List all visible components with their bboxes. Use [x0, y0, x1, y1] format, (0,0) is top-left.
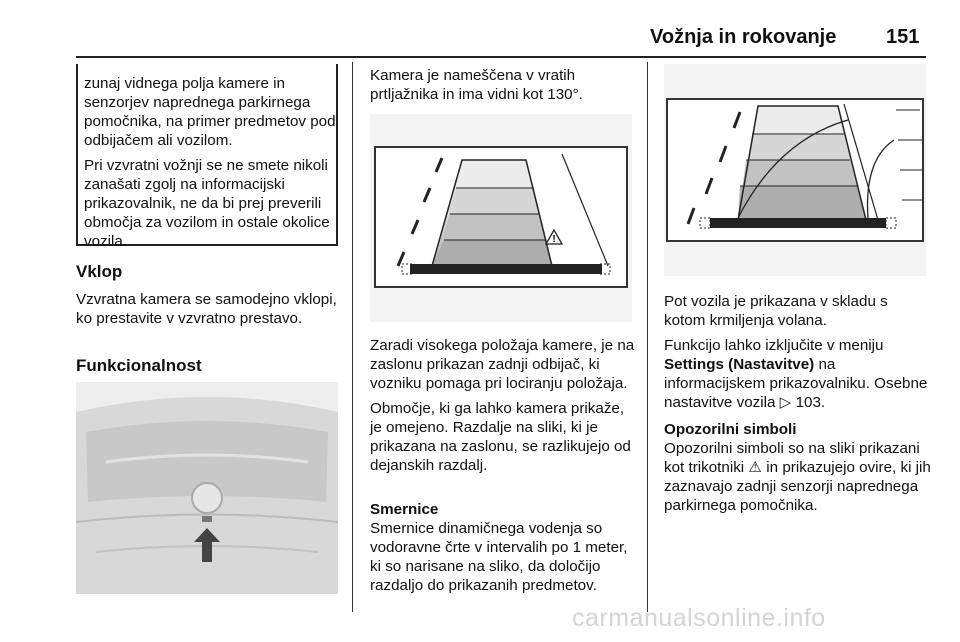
paragraph-settings [664, 336, 930, 412]
warning-symbols-text-a: Opozorilni simboli so na sliki prikazani kot trikotniki [664, 440, 920, 476]
column-3-text [664, 292, 930, 418]
settings-menu-label: Settings (Nastavitve) [664, 356, 815, 373]
heading-funkcionalnost: Funkcionalnost [76, 356, 202, 375]
tailgate-svg [76, 382, 338, 594]
heading-smernice: Smernice [370, 501, 439, 518]
paragraph-camera-angle: Kamera je nameščena v vratih prtljažnika in ima vidni kot 130°. [370, 67, 583, 103]
bumper-bar [410, 264, 602, 274]
paragraph-opozorilni [664, 439, 934, 515]
page-reference-number: 103. [795, 394, 826, 411]
paragraph-bumper: Zaradi visokega položaja kamere, je na zaslonu prikazan zadnji odbijač, ki vozniku pomaga pri lociranju položaja. [370, 337, 635, 392]
tailgate-camera-illustration [76, 382, 338, 594]
paragraph-path: Pot vozila je prikazana v skladu s kotom krmiljenja volana. [664, 293, 888, 329]
page-number: 151 [886, 26, 920, 48]
settings-text-c: na informacijskem prikazovalniku. Osebne nastavitve vozila [664, 356, 928, 411]
page-reference-icon: ▷ [779, 394, 792, 411]
brand-emblem-icon [192, 483, 222, 513]
warning-paragraph-1: zunaj vidnega polja kamere in senzorjev naprednega parkirnega pomočnika, na primer predmetov pod odbijačem ali vozilom. [84, 75, 336, 149]
bumper-sensor-right-dynamic [886, 218, 896, 228]
display-view-svg [376, 148, 626, 286]
heading-vklop: Vklop [76, 262, 123, 281]
dynamic-view-svg [668, 100, 922, 240]
warning-triangle-symbol-icon: ⚠ [748, 459, 763, 476]
camera-lens-icon [202, 516, 212, 522]
heading-opozorilni-simboli: Opozorilni simboli [664, 421, 797, 438]
warning-symbols-text-b: in prikazujejo ovire, ki jih zaznavajo zadnji senzorji naprednega parkirnega pomočnika. [664, 459, 931, 514]
camera-display-illustration [370, 114, 632, 322]
display-screen [374, 146, 628, 288]
column-divider-right [647, 62, 648, 612]
warning-paragraph-2: Pri vzvratni vožnji se ne smete nikoli zanašati zgolj na informacijski prikazovalnik, ne da bi prej preverili območja za vozilom in ostale okolice vozila. [84, 157, 330, 250]
paragraph-vklop: Vzvratna kamera se samodejno vklopi, ko prestavite v vzvratno prestavo. [76, 291, 337, 327]
bumper-sensor-left-dynamic [700, 218, 710, 228]
column-2-text [370, 336, 638, 481]
warning-mark-glyph: ! [552, 234, 556, 245]
display-screen-dynamic [666, 98, 924, 242]
column-divider-left [352, 62, 353, 612]
paragraph-smernice: Smernice dinamičnega vodenja so vodoravne črte v intervalih po 1 meter, ki so narisane na sliko, da določijo razdaljo do prikazanih predmetov. [370, 520, 628, 594]
paragraph-area: Območje, ki ga lahko kamera prikaže, je omejeno. Razdalje na sliki, ki je prikazana na zaslonu, se razlikujejo od dejanskih razdalj. [370, 400, 631, 474]
bumper-bar-dynamic [710, 218, 886, 228]
header-rule [76, 56, 926, 58]
watermark: carmanualsonline.info [572, 604, 826, 632]
warning-box-text [84, 74, 336, 257]
running-header-title: Vožnja in rokovanje [650, 26, 837, 48]
settings-text-a: Funkcijo lahko izključite v meniju [664, 337, 884, 354]
trajectory-curve-right [868, 140, 894, 218]
dynamic-guidelines-illustration [664, 64, 926, 276]
